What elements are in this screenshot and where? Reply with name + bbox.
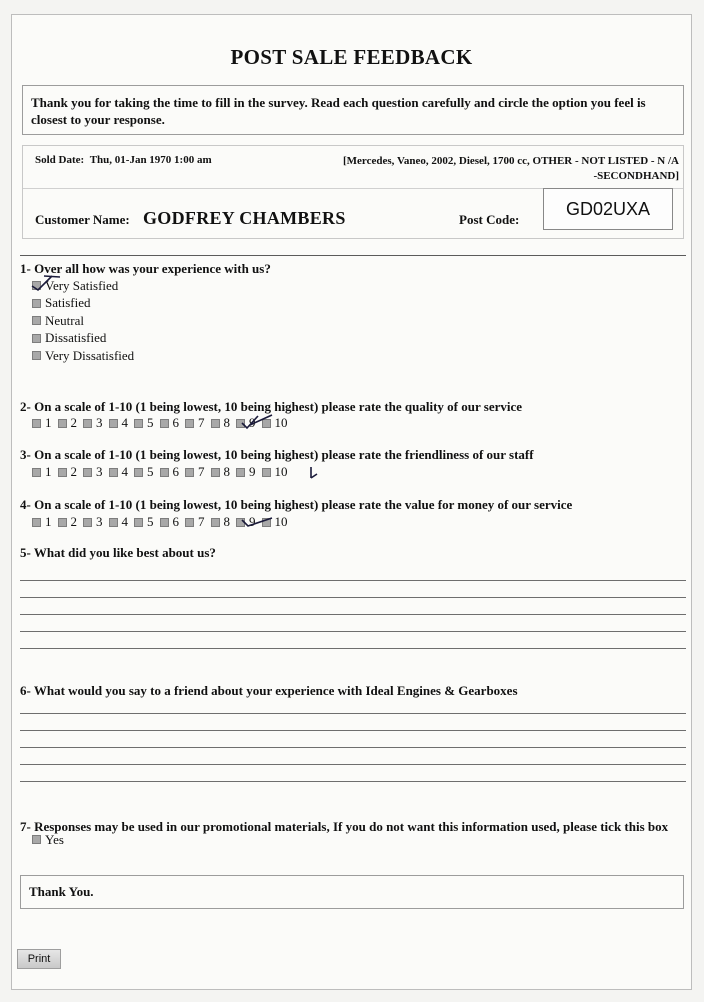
answer-line — [20, 764, 686, 765]
scale-label: 3 — [96, 415, 103, 430]
print-button[interactable]: Print — [17, 949, 61, 969]
sold-date — [35, 154, 212, 166]
scale-option-4[interactable] — [109, 464, 129, 480]
answer-line — [20, 648, 686, 649]
option-neutral[interactable] — [32, 312, 134, 330]
checkbox[interactable] — [32, 334, 41, 343]
scale-option-10[interactable] — [262, 464, 288, 480]
scale-option-2[interactable] — [58, 415, 78, 431]
checkbox[interactable] — [211, 468, 220, 477]
scale-label: 4 — [121, 415, 128, 430]
question-1: 1- Over all how was your experience with us? — [20, 261, 271, 276]
scale-label: 10 — [274, 415, 288, 430]
checkbox[interactable] — [262, 468, 271, 477]
checkbox[interactable] — [32, 835, 41, 844]
thank-you-box: Thank You. — [20, 875, 684, 909]
scale-option-6[interactable] — [160, 464, 180, 480]
checkbox[interactable] — [32, 351, 41, 360]
option-label: Yes — [45, 831, 64, 847]
scale-label: 9 — [249, 464, 256, 479]
scale-label: 2 — [70, 415, 77, 430]
question-5: 5- What did you like best about us? — [20, 545, 216, 560]
checkbox[interactable] — [109, 468, 118, 477]
question-2-scale — [32, 415, 294, 431]
checkbox[interactable] — [262, 419, 271, 428]
scale-label: 6 — [172, 464, 179, 479]
scale-label: 5 — [147, 514, 154, 529]
sale-info-row — [23, 146, 683, 189]
checkbox[interactable] — [134, 419, 143, 428]
checkbox[interactable] — [83, 419, 92, 428]
option-very-dissatisfied[interactable] — [32, 347, 134, 365]
scale-option-5[interactable] — [134, 464, 154, 480]
option-dissatisfied[interactable] — [32, 330, 134, 348]
option-yes[interactable] — [32, 831, 64, 849]
scale-option-8[interactable] — [211, 415, 231, 431]
option-label: Dissatisfied — [45, 330, 107, 346]
checkbox[interactable] — [109, 518, 118, 527]
scale-label: 7 — [198, 464, 205, 479]
scale-option-5[interactable] — [134, 415, 154, 431]
scale-label: 8 — [223, 415, 230, 430]
scale-option-7[interactable] — [185, 514, 205, 530]
vehicle-details — [299, 154, 679, 184]
scale-label: 1 — [45, 415, 52, 430]
scale-option-8[interactable] — [211, 514, 231, 530]
page-title: POST SALE FEEDBACK — [230, 45, 473, 69]
answer-line — [20, 747, 686, 748]
scale-option-1[interactable] — [32, 415, 52, 431]
scale-label: 7 — [198, 514, 205, 529]
scale-option-1[interactable] — [32, 514, 52, 530]
scale-option-9[interactable] — [236, 514, 256, 530]
scale-option-7[interactable] — [185, 464, 205, 480]
checkbox[interactable] — [160, 468, 169, 477]
post-code-field[interactable]: GD02UXA — [543, 188, 673, 230]
question-3-scale — [32, 464, 294, 480]
checkbox[interactable] — [58, 419, 67, 428]
scale-option-8[interactable] — [211, 464, 231, 480]
post-code-label: Post Code: — [459, 212, 520, 227]
checkbox[interactable] — [236, 468, 245, 477]
scale-option-3[interactable] — [83, 415, 103, 431]
feedback-form — [11, 14, 692, 990]
scale-option-3[interactable] — [83, 514, 103, 530]
checkbox[interactable] — [211, 518, 220, 527]
option-label: Very Satisfied — [45, 277, 119, 293]
scale-label: 3 — [96, 464, 103, 479]
option-satisfied[interactable] — [32, 295, 134, 313]
scale-option-3[interactable] — [83, 464, 103, 480]
checkbox[interactable] — [32, 518, 41, 527]
customer-name: GODFREY CHAMBERS — [143, 208, 346, 228]
sale-info-box — [22, 145, 684, 239]
scale-option-1[interactable] — [32, 464, 52, 480]
scale-label: 8 — [223, 514, 230, 529]
scale-label: 8 — [223, 464, 230, 479]
answer-line — [20, 631, 686, 632]
checkbox[interactable] — [236, 419, 245, 428]
answer-line — [20, 713, 686, 714]
checkbox[interactable] — [32, 299, 41, 308]
divider — [20, 255, 686, 256]
checkbox[interactable] — [185, 419, 194, 428]
option-very-satisfied[interactable] — [32, 277, 134, 295]
scale-label: 6 — [172, 415, 179, 430]
answer-line — [20, 730, 686, 731]
scale-label: 3 — [96, 514, 103, 529]
answer-line — [20, 614, 686, 615]
scale-option-5[interactable] — [134, 514, 154, 530]
scale-label: 1 — [45, 514, 52, 529]
checkbox[interactable] — [83, 468, 92, 477]
checkbox[interactable] — [262, 518, 271, 527]
checkbox[interactable] — [58, 468, 67, 477]
checkbox[interactable] — [32, 281, 41, 290]
intro-box: Thank you for taking the time to fill in the survey. Read each question carefully and circle the option you feel is closest to your response. — [22, 85, 684, 135]
question-4: 4- On a scale of 1-10 (1 being lowest, 10 being highest) please rate the value for money of our service — [20, 497, 573, 512]
answer-line — [20, 781, 686, 782]
option-label: Neutral — [45, 312, 84, 328]
scale-label: 4 — [121, 514, 128, 529]
scale-label: 9 — [249, 415, 256, 430]
question-3: 3- On a scale of 1-10 (1 being lowest, 10 being highest) please rate the friendliness of our staff — [20, 447, 534, 462]
handwritten-tick-mark — [308, 464, 328, 482]
scale-label: 5 — [147, 415, 154, 430]
scale-label: 6 — [172, 514, 179, 529]
answer-line — [20, 597, 686, 598]
question-6: 6- What would you say to a friend about your experience with Ideal Engines & Gearboxes — [20, 683, 518, 698]
sold-date-label: Sold Date: — [35, 154, 85, 166]
customer-name-label: Customer Name: — [35, 212, 130, 227]
scale-option-4[interactable] — [109, 415, 129, 431]
question-4-scale — [32, 514, 294, 530]
checkbox[interactable] — [32, 316, 41, 325]
scale-option-10[interactable] — [262, 514, 288, 530]
checkbox[interactable] — [58, 518, 67, 527]
question-1-options — [32, 277, 134, 365]
checkbox[interactable] — [236, 518, 245, 527]
scale-option-2[interactable] — [58, 464, 78, 480]
scale-option-9[interactable] — [236, 464, 256, 480]
scale-option-9[interactable] — [236, 415, 256, 431]
question-2: 2- On a scale of 1-10 (1 being lowest, 10 being highest) please rate the quality of our service — [20, 399, 523, 414]
checkbox[interactable] — [83, 518, 92, 527]
vehicle-details-line1: [Mercedes, Vaneo, 2002, Diesel, 1700 cc, OTHER - NOT LISTED - N /A — [343, 155, 679, 167]
scale-label: 10 — [274, 464, 288, 479]
checkbox[interactable] — [32, 419, 41, 428]
scale-option-2[interactable] — [58, 514, 78, 530]
checkbox[interactable] — [134, 518, 143, 527]
scale-label: 7 — [198, 415, 205, 430]
scale-label: 5 — [147, 464, 154, 479]
checkbox[interactable] — [185, 518, 194, 527]
scale-label: 2 — [70, 514, 77, 529]
sold-date-value: Thu, 01-Jan 1970 1:00 am — [89, 154, 212, 166]
scale-option-6[interactable] — [160, 514, 180, 530]
scale-option-6[interactable] — [160, 415, 180, 431]
vehicle-details-line2: -SECONDHAND] — [593, 170, 679, 182]
scale-label: 1 — [45, 464, 52, 479]
scale-option-10[interactable] — [262, 415, 288, 431]
scale-label: 2 — [70, 464, 77, 479]
question-7-options — [32, 831, 64, 849]
scale-label: 10 — [274, 514, 288, 529]
scale-label: 4 — [121, 464, 128, 479]
answer-line — [20, 580, 686, 581]
scale-option-4[interactable] — [109, 514, 129, 530]
checkbox[interactable] — [160, 518, 169, 527]
checkbox[interactable] — [185, 468, 194, 477]
option-label: Very Dissatisfied — [45, 347, 135, 363]
checkbox[interactable] — [160, 419, 169, 428]
option-label: Satisfied — [45, 295, 91, 311]
checkbox[interactable] — [32, 468, 41, 477]
checkbox[interactable] — [211, 419, 220, 428]
scale-label: 9 — [249, 514, 256, 529]
scale-option-7[interactable] — [185, 415, 205, 431]
checkbox[interactable] — [109, 419, 118, 428]
checkbox[interactable] — [134, 468, 143, 477]
question-7: 7- Responses may be used in our promotional materials, If you do not want this information used, please tick this box — [20, 819, 669, 834]
